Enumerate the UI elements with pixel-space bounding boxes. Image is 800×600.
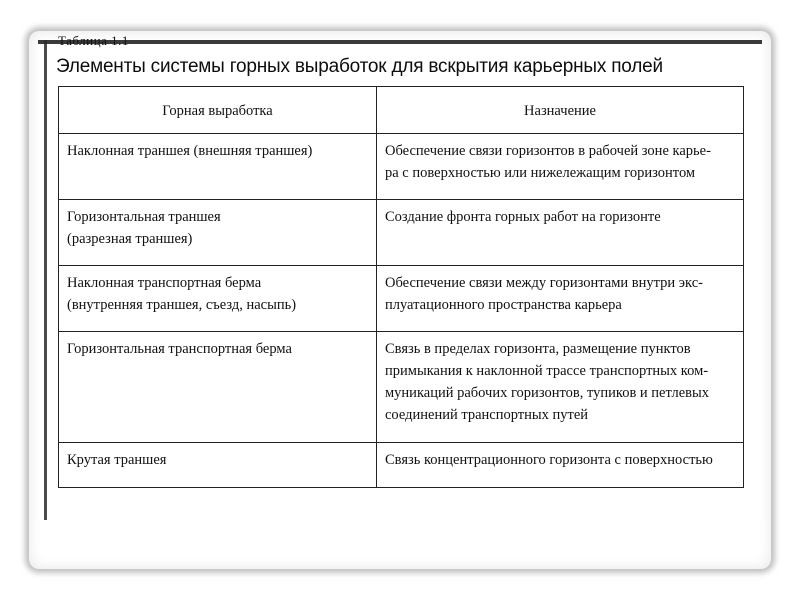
cell-working: Наклонная траншея (внешняя траншея) xyxy=(59,134,377,200)
mine-workings-table xyxy=(58,86,744,488)
cell-purpose: Обеспечение связи между горизонтами внутри экс- плуатационного пространства карьера xyxy=(377,266,744,332)
table-row xyxy=(59,134,744,200)
document-title: Элементы системы горных выработок для вскрытия карьерных полей xyxy=(56,56,663,77)
table-row xyxy=(59,443,744,488)
scan-top-edge xyxy=(38,40,762,44)
cell-purpose: Связь в пределах горизонта, размещение пунктов примыкания к наклонной трассе транспортных ком- муникаций рабочих горизонтов, тупиков и петлевых соединений транспортных путей xyxy=(377,332,744,443)
cell-working: Горизонтальная траншея (разрезная траншея) xyxy=(59,200,377,266)
scanned-page xyxy=(38,33,762,520)
cell-purpose: Обеспечение связи горизонтов в рабочей зоне карье- ра с поверхностью или нижележащим горизонтом xyxy=(377,134,744,200)
header-working: Горная выработка xyxy=(59,87,377,134)
header-purpose: Назначение xyxy=(377,87,744,134)
table-header-row xyxy=(59,87,744,134)
scan-left-edge xyxy=(44,40,47,520)
table-row xyxy=(59,200,744,266)
cell-working: Наклонная транспортная берма (внутренняя траншея, съезд, насыпь) xyxy=(59,266,377,332)
cell-working: Горизонтальная транспортная берма xyxy=(59,332,377,443)
cell-purpose: Связь концентрационного горизонта с поверхностью xyxy=(377,443,744,488)
cell-working: Крутая траншея xyxy=(59,443,377,488)
cell-purpose: Создание фронта горных работ на горизонте xyxy=(377,200,744,266)
table-row xyxy=(59,332,744,443)
table-caption-number: Таблица 1.1 xyxy=(58,33,129,48)
table-row xyxy=(59,266,744,332)
